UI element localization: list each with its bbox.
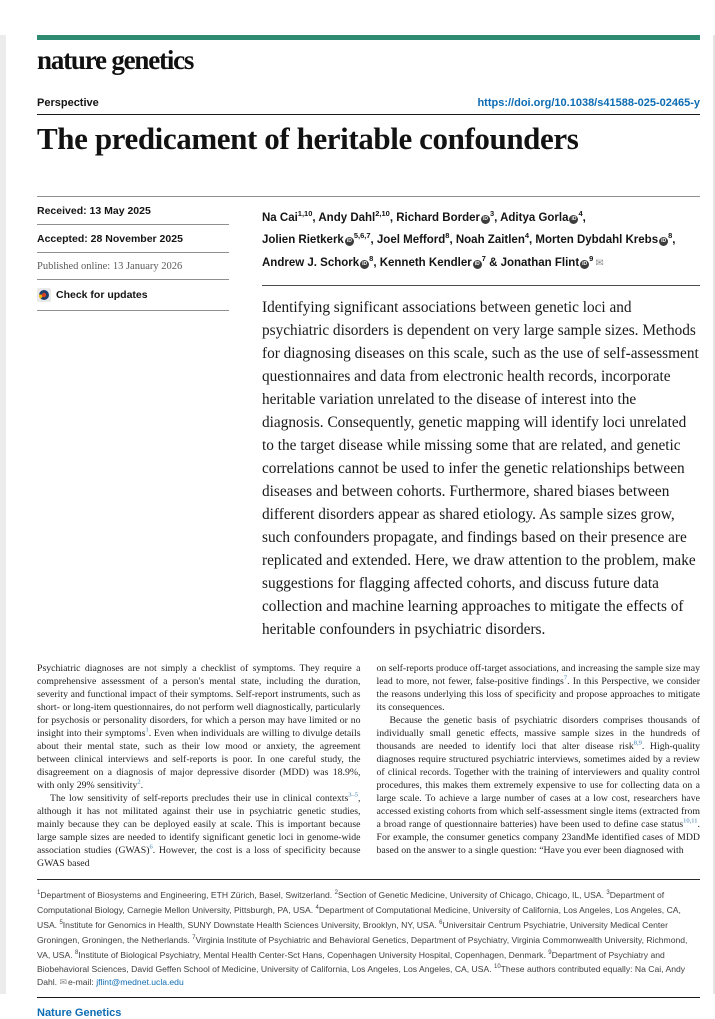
doi-link[interactable]: https://doi.org/10.1038/s41588-025-02465-y <box>477 97 700 109</box>
superscript: 8 <box>668 231 673 241</box>
reference-superscript[interactable]: 1 <box>145 726 149 734</box>
email-link[interactable]: jflint@mednet.ucla.edu <box>96 977 184 988</box>
superscript: 4 <box>524 231 530 241</box>
author-line: Na Cai$^{1,10}$, Andy Dahl$^{2,10}$, Richard Border $iD^3$, Aditya Gorla $iD^4$, <box>262 209 586 224</box>
superscript: 7 <box>481 253 486 263</box>
article-title: The predicament of heritable confounders <box>37 121 579 156</box>
accepted-date: Accepted: 28 November 2025 <box>37 225 229 253</box>
reference-superscript[interactable]: 10,11 <box>683 817 698 825</box>
superscript: 3 <box>606 890 610 897</box>
superscript: 6 <box>439 919 443 926</box>
footer-journal-name: Nature Genetics <box>37 1007 122 1019</box>
reference-superscript[interactable]: 2 <box>137 778 141 786</box>
abstract-text: Identifying significant associations between genetic loci and psychiatric disorders is dependent on very large sample sizes. Methods for diagnosing diseases on this scale, such as the use of self-assessment questionnaires and data from electronic health records, incorporate heritable variation unrelated to the disease of interest into the diagnosis. Consequently, genetic mapping will identify loci unrelated to the target disease while missing some that are related, and genetic correlations cannot be used to infer the genetic relationships between diseases and between cohorts. Furthermore, shared biases between different disorders appear as shared etiology. As sample sizes grow, such confounders propagate, and findings based on their presence are replicated and extended. Here, we draw attention to the problem, make suggestions for flagging affected cohorts, and discuss future data collection and machine learning approaches to mitigate the effects of heritable confounders in psychiatric disorders. <box>262 299 699 639</box>
check-for-updates-badge[interactable] <box>37 280 229 311</box>
superscript: 3 <box>489 209 495 219</box>
check-for-updates-label: Check for updates <box>56 289 148 302</box>
body-columns <box>37 662 700 870</box>
author-line: Jolien Rietkerk iD$^{5,6,7}$, Joel Mefford$^8$, Noah Zaitlen$^4$, Morten Dybdahl Krebs $iD^8$, <box>262 231 676 247</box>
superscript: 4 <box>315 904 319 911</box>
orcid-icon[interactable]: iD <box>362 260 368 267</box>
superscript: 5 <box>59 919 63 926</box>
reference-superscript[interactable]: 3–5 <box>348 791 359 799</box>
superscript: 9 <box>589 253 594 263</box>
published-date: Published online: 13 January 2026 <box>37 253 229 280</box>
orcid-icon[interactable]: iD <box>482 215 488 222</box>
dates-column <box>37 197 229 641</box>
body-paragraph: Psychiatric diagnoses are not simply a checklist of symptoms. They require a comprehensive assessment of a person's mental state, including the duration, severity and functional impact of their symptoms. Self-report instruments, such as short- or long-item questionnaires, do not perform well diagnostically, particularly for psychosis or personality disorders, for which a person may have limited or no insight into their symptoms$^1$. Even when individuals are willing to divulge details about their mental state, such as their low mood or anxiety, the agreement between clinical interviews and self-reports is poor. In one careful study, the disagreement on a diagnosis of major depressive disorder (MDD) was 18.9%, with only 29% sensitivity$^2$. <box>37 663 361 792</box>
orcid-icon[interactable]: iD <box>474 260 480 267</box>
superscript: 1,10 <box>297 209 313 219</box>
body-paragraph: The low sensitivity of self-reports precludes their use in clinical contexts$^{3-5}$, although it has not militated against their use in psychiatric genetic studies, mainly because they can be deployed easily at scale. This is important because large sample sizes are needed to identify significant genetic loci in genome-wide association studies (GWAS)$^6$. However, the cost is a loss of specificity because GWAS based <box>37 791 361 870</box>
body-column-right <box>377 662 701 870</box>
superscript: 7 <box>192 934 196 941</box>
body-paragraph: on self-reports produce off-target associations, and increasing the sample size may lead to more, not fewer, false-positive findings$^7$. In this Perspective, we consider the reasons underlying this loss of specificity and propose approaches to mitigate its consequences. <box>376 663 700 714</box>
received-date: Received: 13 May 2025 <box>37 197 229 225</box>
superscript: 8 <box>445 231 450 241</box>
author-line: Andrew J. Schork $iD^8$, Kenneth Kendler $iD^7$ & Jonathan Flint $iD^9$ ✉ <box>262 253 604 269</box>
author-list <box>262 197 700 272</box>
orcid-icon[interactable]: iD <box>582 260 588 267</box>
reference-superscript[interactable]: 8,9 <box>633 739 642 747</box>
reference-superscript[interactable]: 6 <box>149 843 153 851</box>
body-paragraph: Because the genetic basis of psychiatric disorders comprises thousands of individually small genetic effects, massive sample sizes in the hundreds of thousands are needed to identify loci that alter disease risk$^{8,9}$. High-quality diagnoses require structured psychiatric interviews, sometimes aided by a review of clinical records. Together with the training of interviewers and quality control procedures, this makes them extremely expensive to use for collecting data on a large scale. To achieve a large number of cases at a low cost, researchers have accessed existing cohorts from which self-assessment single items (extracted from a broad range of questionnaire batteries) have been used to define case status$^{10,11}$. For example, the consumer genetics company 23andMe identified cases of MDD based on the answer to a single question: “Have you ever been diagnosed with <box>376 715 700 857</box>
superscript: 1 <box>37 890 41 897</box>
superscript: 8 <box>75 949 79 956</box>
article-type-label: Perspective <box>37 97 99 109</box>
authors-and-abstract <box>262 197 700 641</box>
envelope-icon[interactable]: ✉ <box>59 977 67 988</box>
orcid-icon[interactable]: iD <box>346 238 352 245</box>
superscript: 2,10 <box>375 209 390 219</box>
brand-color-bar <box>37 35 700 40</box>
footer-rule <box>37 997 700 998</box>
envelope-icon[interactable]: ✉ <box>595 257 604 269</box>
superscript: 2 <box>334 890 338 897</box>
affiliations: $^1$Department of Biosystems and Engineering, ETH Zürich, Basel, Switzerland. $^2$Section of Genetic Medicine, University of Chicago, Chicago, IL, USA. $^3$Department of Computational Biology, Carnegie Mellon University, Pittsburgh, PA, USA. $^4$Department of Computational Medicine, University of California, Los Angeles, Los Angeles, CA, USA. $^5$Institute for Genomics in Health, SUNY Downstate Health Sciences University, Brooklyn, NY, USA. $^6$Universitair Centrum Psychiatrie, University Medical Center Groningen, Groningen, the Netherlands. $^7$Virginia Institute of Psychiatric and Behavioral Genetics, Department of Psychiatry, Virginia Commonwealth University, Richmond, VA, USA. $^8$Institute of Biological Psychiatry, Mental Health Center-Sct Hans, Copenhagen University Hospital, Copenhagen, Denmark. $^9$Department of Psychiatry and Biobehavioral Sciences, David Geffen School of Medicine, University of California, Los Angeles, Los Angeles, CA, USA. $^{10}$These authors contributed equally: Na Cai, Andy Dahl. ✉e-mail: jflint@mednet.ucla.edu <box>37 889 688 988</box>
superscript: 10 <box>493 964 501 971</box>
orcid-icon[interactable]: iD <box>661 238 667 245</box>
crossmark-icon <box>37 288 51 302</box>
body-column-left <box>37 662 361 870</box>
orcid-icon[interactable]: iD <box>571 215 577 222</box>
journal-logo: nature genetics <box>37 45 194 75</box>
header-rule <box>37 114 700 115</box>
meta-section <box>37 197 700 641</box>
superscript: 5,6,7 <box>353 231 371 241</box>
page <box>37 35 700 1019</box>
superscript: 9 <box>548 949 552 956</box>
superscript: 8 <box>369 253 374 263</box>
reference-superscript[interactable]: 7 <box>563 674 568 682</box>
superscript: 4 <box>578 209 583 219</box>
kicker-row <box>37 97 700 114</box>
page-edge-left <box>0 35 6 994</box>
